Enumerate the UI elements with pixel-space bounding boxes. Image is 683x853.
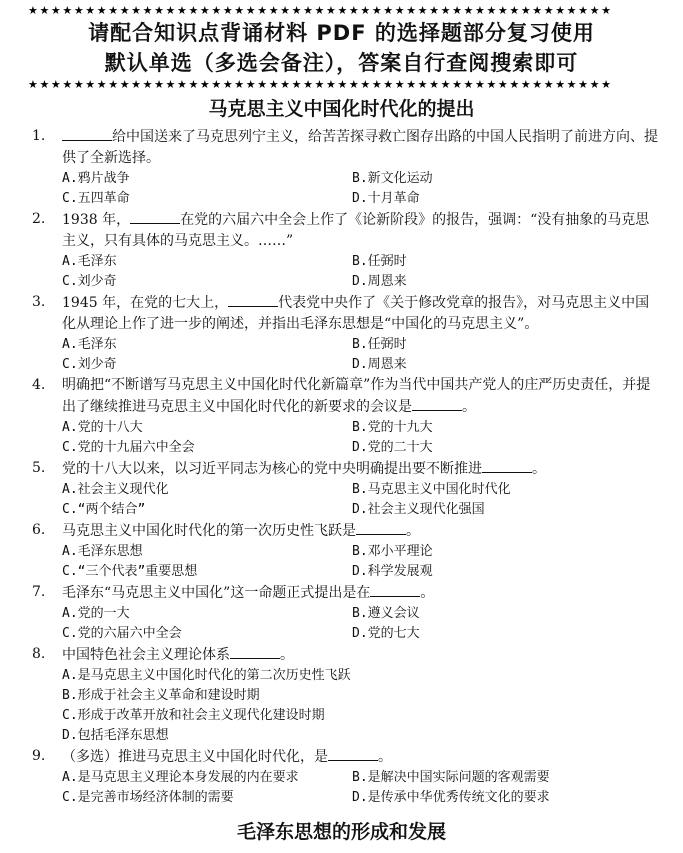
option-group	[62, 768, 660, 808]
option-b: B.形成于社会主义革命和建设时期	[62, 688, 260, 703]
question-number: 2.	[32, 211, 46, 227]
question-stem	[62, 292, 660, 335]
question-number: 9.	[32, 748, 46, 764]
option-b: B.遵义会议	[352, 606, 420, 621]
option-group	[62, 169, 660, 209]
question-item	[0, 292, 683, 375]
question-item	[0, 375, 683, 458]
option-a: A.党的一大	[62, 606, 130, 621]
question-stem-start: （多选）推进马克思主义中国化时代化，是	[62, 749, 328, 765]
answer-blank	[482, 458, 532, 473]
answer-blank	[356, 520, 406, 535]
question-number: 6.	[32, 522, 46, 538]
question-item	[0, 209, 683, 292]
option-d: D.是传承中华优秀传统文化的要求	[352, 790, 550, 805]
option-group	[62, 666, 660, 746]
option-group	[62, 335, 660, 375]
option-d: D.十月革命	[352, 191, 420, 206]
question-number: 5.	[32, 460, 46, 476]
question-stem-start: 1945 年，在党的七大上，	[62, 295, 229, 311]
question-number: 1.	[32, 128, 46, 144]
question-stem-end: 在党的六届六中全会上作了《论新阶段》的报告，强调：“没有抽象的马克思主义，只有具体的马克思主义。……”	[62, 212, 650, 249]
question-item	[0, 582, 683, 644]
answer-blank	[62, 126, 112, 141]
answer-blank	[228, 292, 278, 307]
question-stem-start: 中国特色社会主义理论体系	[62, 647, 230, 663]
section-title-mao-thought: 毛泽东思想的形成和发展	[236, 821, 446, 843]
option-a: A.是马克思主义理论本身发展的内在要求	[62, 770, 299, 785]
question-stem-start: 党的十八大以来，以习近平同志为核心的党中央明确提出要不断推进	[62, 461, 482, 477]
question-number: 8.	[32, 646, 46, 662]
option-a: A.毛泽东	[62, 337, 117, 352]
option-a: A.党的十八大	[62, 420, 143, 435]
option-b: B.是解决中国实际问题的客观需要	[352, 770, 550, 785]
option-a: A.是马克思主义中国化时代化的第二次历史性飞跃	[62, 668, 351, 683]
question-stem	[62, 746, 660, 768]
question-stem-end: 代表党中央作了《关于修改党章的报告》，对马克思主义中国化从理论上作了进一步的阐述，并指出毛泽东思想是“中国化的马克思主义”。	[62, 295, 650, 332]
section-title-sinicization: 马克思主义中国化时代化的提出	[208, 98, 475, 120]
question-stem	[62, 582, 660, 604]
option-group	[62, 480, 660, 520]
question-stem	[62, 644, 660, 666]
question-stem	[62, 126, 660, 169]
option-d: D.包括毛泽东思想	[62, 728, 169, 743]
option-group	[62, 418, 660, 458]
question-item	[0, 458, 683, 520]
header-instruction-line-2: 默认单选（多选会备注），答案自行查阅搜索即可	[104, 51, 579, 75]
question-number: 7.	[32, 584, 46, 600]
question-stem-end: 。	[532, 461, 546, 477]
option-c: C.刘少奇	[62, 357, 117, 372]
question-stem-end: 。	[462, 399, 476, 415]
option-a: A.毛泽东	[62, 254, 117, 269]
answer-blank	[130, 209, 180, 224]
answer-blank	[370, 582, 420, 597]
option-d: D.周恩来	[352, 357, 407, 372]
question-number: 4.	[32, 377, 46, 393]
option-c: C.五四革命	[62, 191, 130, 206]
star-divider-bottom: ★★★★★★★★★★★★★★★★★★★★★★★★★★★★★★★★★★★★★★★★★★★★★★★★★★★	[28, 78, 613, 91]
option-a: A.鸦片战争	[62, 171, 130, 186]
option-group	[62, 542, 660, 582]
option-c: C.党的六届六中全会	[62, 626, 182, 641]
option-c: C.“三个代表”重要思想	[62, 564, 198, 579]
option-b: B.邓小平理论	[352, 544, 433, 559]
option-group	[62, 604, 660, 644]
option-c: C.“两个结合”	[62, 502, 146, 517]
question-stem	[62, 458, 660, 480]
option-b: B.新文化运动	[352, 171, 433, 186]
question-stem-start: 毛泽东“马克思主义中国化”这一命题正式提出是在	[62, 585, 371, 601]
question-stem-end: 。	[406, 523, 420, 539]
option-d: D.党的二十大	[352, 440, 433, 455]
question-stem-start: 1938 年，	[62, 212, 131, 228]
question-item	[0, 520, 683, 582]
question-stem	[62, 375, 660, 418]
star-divider-top: ★★★★★★★★★★★★★★★★★★★★★★★★★★★★★★★★★★★★★★★★★★★★★★★★★★★	[28, 4, 613, 17]
question-stem-start: 马克思主义中国化时代化的第一次历史性飞跃是	[62, 523, 356, 539]
option-d: D.党的七大	[352, 626, 420, 641]
question-stem-end: 给中国送来了马克思列宁主义，给苦苦探寻救亡图存出路的中国人民指明了前进方向、提供了全新选择。	[62, 129, 658, 166]
question-stem-start: 明确把“不断谱写马克思主义中国化时代化新篇章”作为当代中国共产党人的庄严历史责任，并提出了继续推进马克思主义中国化时代化的新要求的会议是	[62, 377, 651, 415]
question-stem-end: 。	[280, 647, 294, 663]
header-instruction-line-1: 请配合知识点背诵材料 PDF 的选择题部分复习使用	[88, 21, 595, 45]
option-d: D.周恩来	[352, 274, 407, 289]
option-b: B.马克思主义中国化时代化	[352, 482, 511, 497]
option-d: D.社会主义现代化强国	[352, 502, 485, 517]
question-number: 3.	[32, 294, 46, 310]
answer-blank	[328, 746, 378, 761]
option-group	[62, 252, 660, 292]
option-c: C.形成于改革开放和社会主义现代化建设时期	[62, 708, 325, 723]
question-item	[0, 126, 683, 209]
option-b: B.任弼时	[352, 254, 407, 269]
option-a: A.社会主义现代化	[62, 482, 169, 497]
option-d: D.科学发展观	[352, 564, 433, 579]
option-b: B.党的十九大	[352, 420, 433, 435]
question-stem	[62, 209, 660, 252]
option-b: B.任弼时	[352, 337, 407, 352]
option-c: C.刘少奇	[62, 274, 117, 289]
question-stem	[62, 520, 660, 542]
answer-blank	[412, 396, 462, 411]
option-c: C.党的十九届六中全会	[62, 440, 195, 455]
option-c: C.是完善市场经济体制的需要	[62, 790, 234, 805]
answer-blank	[230, 644, 280, 659]
question-item	[0, 644, 683, 746]
option-a: A.毛泽东思想	[62, 544, 143, 559]
question-stem-end: 。	[378, 749, 392, 765]
question-list	[0, 126, 683, 808]
question-item	[0, 746, 683, 808]
question-stem-end: 。	[420, 585, 435, 601]
